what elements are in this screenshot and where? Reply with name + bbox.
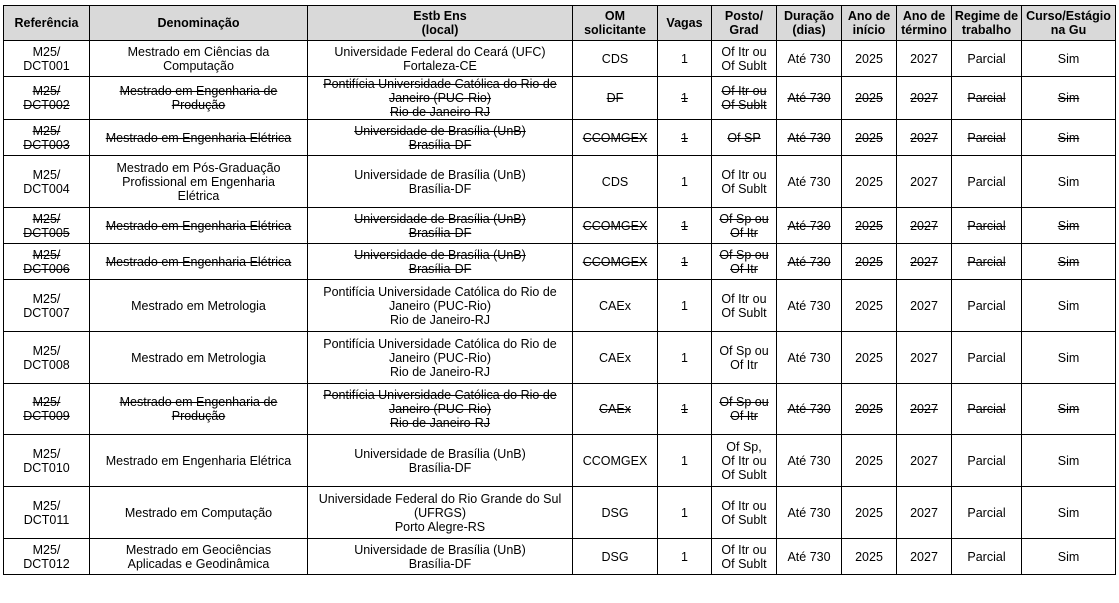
table-row <box>4 280 1116 332</box>
cell-curso-estagio: Sim <box>1022 41 1116 77</box>
courses-table-wrapper <box>3 5 1116 575</box>
courses-table <box>3 5 1116 575</box>
cell-duracao: Até 730 <box>777 384 842 435</box>
header-ano-inicio: Ano de início <box>842 6 897 41</box>
cell-ano-termino: 2027 <box>897 539 952 575</box>
cell-ano-termino: 2027 <box>897 280 952 332</box>
cell-ano-inicio: 2025 <box>842 332 897 384</box>
cell-denominacao: Mestrado em Geociências Aplicadas e Geodinâmica <box>90 539 308 575</box>
cell-curso-estagio: Sim <box>1022 120 1116 156</box>
cell-estb-ens: Universidade de Brasília (UnB) Brasília-DF <box>308 156 573 208</box>
cell-duracao: Até 730 <box>777 120 842 156</box>
cell-ano-termino: 2027 <box>897 487 952 539</box>
cell-regime: Parcial <box>952 539 1022 575</box>
cell-ano-termino: 2027 <box>897 244 952 280</box>
cell-referencia: M25/ DCT004 <box>4 156 90 208</box>
table-row <box>4 435 1116 487</box>
cell-om-solicitante: CCOMGEX <box>573 435 658 487</box>
cell-duracao: Até 730 <box>777 156 842 208</box>
cell-ano-inicio: 2025 <box>842 435 897 487</box>
header-vagas: Vagas <box>658 6 712 41</box>
cell-regime: Parcial <box>952 435 1022 487</box>
cell-ano-termino: 2027 <box>897 332 952 384</box>
cell-denominacao: Mestrado em Ciências da Computação <box>90 41 308 77</box>
cell-om-solicitante: CAEx <box>573 384 658 435</box>
cell-duracao: Até 730 <box>777 77 842 120</box>
cell-ano-inicio: 2025 <box>842 156 897 208</box>
cell-duracao: Até 730 <box>777 280 842 332</box>
cell-denominacao: Mestrado em Engenharia de Produção <box>90 77 308 120</box>
table-row <box>4 332 1116 384</box>
cell-ano-termino: 2027 <box>897 41 952 77</box>
cell-regime: Parcial <box>952 41 1022 77</box>
cell-posto-grad: Of Sp ou Of Itr <box>712 332 777 384</box>
cell-referencia: M25/ DCT010 <box>4 435 90 487</box>
cell-posto-grad: Of Sp, Of Itr ou Of Sublt <box>712 435 777 487</box>
cell-estb-ens: Universidade de Brasília (UnB) Brasília-DF <box>308 539 573 575</box>
cell-regime: Parcial <box>952 77 1022 120</box>
cell-curso-estagio: Sim <box>1022 156 1116 208</box>
cell-duracao: Até 730 <box>777 539 842 575</box>
cell-posto-grad: Of Itr ou Of Sublt <box>712 77 777 120</box>
cell-denominacao: Mestrado em Computação <box>90 487 308 539</box>
cell-referencia: M25/ DCT005 <box>4 208 90 244</box>
cell-duracao: Até 730 <box>777 487 842 539</box>
table-row <box>4 384 1116 435</box>
header-curso-estagio: Curso/Estágio na Gu <box>1022 6 1116 41</box>
cell-posto-grad: Of SP <box>712 120 777 156</box>
cell-vagas: 1 <box>658 539 712 575</box>
cell-vagas: 1 <box>658 244 712 280</box>
table-row <box>4 539 1116 575</box>
cell-ano-inicio: 2025 <box>842 384 897 435</box>
cell-om-solicitante: CCOMGEX <box>573 208 658 244</box>
cell-ano-termino: 2027 <box>897 77 952 120</box>
cell-ano-inicio: 2025 <box>842 120 897 156</box>
cell-duracao: Até 730 <box>777 435 842 487</box>
cell-regime: Parcial <box>952 156 1022 208</box>
cell-posto-grad: Of Itr ou Of Sublt <box>712 539 777 575</box>
cell-ano-inicio: 2025 <box>842 280 897 332</box>
cell-ano-inicio: 2025 <box>842 41 897 77</box>
cell-vagas: 1 <box>658 487 712 539</box>
table-body <box>4 41 1116 575</box>
cell-om-solicitante: DF <box>573 77 658 120</box>
cell-referencia: M25/ DCT009 <box>4 384 90 435</box>
cell-vagas: 1 <box>658 208 712 244</box>
cell-om-solicitante: CCOMGEX <box>573 120 658 156</box>
cell-om-solicitante: DSG <box>573 539 658 575</box>
cell-curso-estagio: Sim <box>1022 77 1116 120</box>
cell-denominacao: Mestrado em Engenharia Elétrica <box>90 120 308 156</box>
table-row <box>4 120 1116 156</box>
cell-regime: Parcial <box>952 280 1022 332</box>
cell-om-solicitante: CDS <box>573 41 658 77</box>
cell-om-solicitante: CCOMGEX <box>573 244 658 280</box>
cell-regime: Parcial <box>952 332 1022 384</box>
header-estb-ens: Estb Ens (local) <box>308 6 573 41</box>
header-denominacao: Denominação <box>90 6 308 41</box>
cell-referencia: M25/ DCT006 <box>4 244 90 280</box>
cell-duracao: Até 730 <box>777 41 842 77</box>
cell-om-solicitante: CAEx <box>573 332 658 384</box>
cell-duracao: Até 730 <box>777 244 842 280</box>
cell-vagas: 1 <box>658 332 712 384</box>
table-row <box>4 208 1116 244</box>
cell-ano-inicio: 2025 <box>842 244 897 280</box>
cell-om-solicitante: CDS <box>573 156 658 208</box>
cell-curso-estagio: Sim <box>1022 332 1116 384</box>
header-om-solicitante: OM solicitante <box>573 6 658 41</box>
cell-estb-ens: Universidade de Brasília (UnB) Brasília-DF <box>308 208 573 244</box>
header-duracao: Duração (dias) <box>777 6 842 41</box>
cell-denominacao: Mestrado em Engenharia Elétrica <box>90 435 308 487</box>
table-row <box>4 41 1116 77</box>
cell-denominacao: Mestrado em Metrologia <box>90 332 308 384</box>
cell-regime: Parcial <box>952 384 1022 435</box>
cell-vagas: 1 <box>658 280 712 332</box>
cell-denominacao: Mestrado em Pós-Graduação Profissional em Engenharia Elétrica <box>90 156 308 208</box>
cell-estb-ens: Pontifícia Universidade Católica do Rio de Janeiro (PUC-Rio) Rio de Janeiro-RJ <box>308 280 573 332</box>
header-posto-grad: Posto/ Grad <box>712 6 777 41</box>
cell-regime: Parcial <box>952 120 1022 156</box>
cell-ano-termino: 2027 <box>897 435 952 487</box>
header-row <box>4 6 1116 41</box>
cell-vagas: 1 <box>658 41 712 77</box>
cell-referencia: M25/ DCT008 <box>4 332 90 384</box>
cell-curso-estagio: Sim <box>1022 384 1116 435</box>
cell-posto-grad: Of Sp ou Of Itr <box>712 244 777 280</box>
cell-curso-estagio: Sim <box>1022 280 1116 332</box>
cell-denominacao: Mestrado em Metrologia <box>90 280 308 332</box>
cell-curso-estagio: Sim <box>1022 244 1116 280</box>
header-ano-termino: Ano de término <box>897 6 952 41</box>
table-row <box>4 244 1116 280</box>
cell-ano-termino: 2027 <box>897 156 952 208</box>
cell-estb-ens: Universidade de Brasília (UnB) Brasília-DF <box>308 435 573 487</box>
cell-referencia: M25/ DCT011 <box>4 487 90 539</box>
cell-estb-ens: Universidade Federal do Ceará (UFC) Fortaleza-CE <box>308 41 573 77</box>
cell-duracao: Até 730 <box>777 332 842 384</box>
cell-ano-inicio: 2025 <box>842 208 897 244</box>
cell-posto-grad: Of Itr ou Of Sublt <box>712 487 777 539</box>
cell-ano-inicio: 2025 <box>842 539 897 575</box>
cell-vagas: 1 <box>658 384 712 435</box>
cell-regime: Parcial <box>952 208 1022 244</box>
cell-curso-estagio: Sim <box>1022 208 1116 244</box>
cell-posto-grad: Of Itr ou Of Sublt <box>712 280 777 332</box>
cell-posto-grad: Of Itr ou Of Sublt <box>712 41 777 77</box>
cell-om-solicitante: CAEx <box>573 280 658 332</box>
cell-vagas: 1 <box>658 120 712 156</box>
cell-estb-ens: Universidade de Brasília (UnB) Brasília-DF <box>308 244 573 280</box>
cell-regime: Parcial <box>952 487 1022 539</box>
header-referencia: Referência <box>4 6 90 41</box>
cell-ano-termino: 2027 <box>897 208 952 244</box>
cell-estb-ens: Pontifícia Universidade Católica do Rio de Janeiro (PUC-Rio) Rio de Janeiro-RJ <box>308 384 573 435</box>
cell-referencia: M25/ DCT003 <box>4 120 90 156</box>
cell-referencia: M25/ DCT002 <box>4 77 90 120</box>
cell-om-solicitante: DSG <box>573 487 658 539</box>
cell-curso-estagio: Sim <box>1022 539 1116 575</box>
cell-curso-estagio: Sim <box>1022 487 1116 539</box>
cell-estb-ens: Universidade de Brasília (UnB) Brasília-DF <box>308 120 573 156</box>
cell-vagas: 1 <box>658 435 712 487</box>
table-row <box>4 77 1116 120</box>
cell-posto-grad: Of Sp ou Of Itr <box>712 208 777 244</box>
cell-duracao: Até 730 <box>777 208 842 244</box>
cell-ano-inicio: 2025 <box>842 77 897 120</box>
cell-posto-grad: Of Sp ou Of Itr <box>712 384 777 435</box>
cell-ano-inicio: 2025 <box>842 487 897 539</box>
cell-estb-ens: Pontifícia Universidade Católica do Rio de Janeiro (PUC-Rio) Rio de Janeiro-RJ <box>308 77 573 120</box>
cell-referencia: M25/ DCT007 <box>4 280 90 332</box>
cell-regime: Parcial <box>952 244 1022 280</box>
cell-posto-grad: Of Itr ou Of Sublt <box>712 156 777 208</box>
cell-denominacao: Mestrado em Engenharia Elétrica <box>90 244 308 280</box>
cell-referencia: M25/ DCT001 <box>4 41 90 77</box>
cell-curso-estagio: Sim <box>1022 435 1116 487</box>
cell-vagas: 1 <box>658 156 712 208</box>
table-row <box>4 156 1116 208</box>
cell-estb-ens: Universidade Federal do Rio Grande do Sul (UFRGS) Porto Alegre-RS <box>308 487 573 539</box>
cell-denominacao: Mestrado em Engenharia Elétrica <box>90 208 308 244</box>
cell-ano-termino: 2027 <box>897 384 952 435</box>
cell-ano-termino: 2027 <box>897 120 952 156</box>
cell-denominacao: Mestrado em Engenharia de Produção <box>90 384 308 435</box>
header-regime: Regime de trabalho <box>952 6 1022 41</box>
cell-referencia: M25/ DCT012 <box>4 539 90 575</box>
cell-estb-ens: Pontifícia Universidade Católica do Rio de Janeiro (PUC-Rio) Rio de Janeiro-RJ <box>308 332 573 384</box>
table-row <box>4 487 1116 539</box>
cell-vagas: 1 <box>658 77 712 120</box>
